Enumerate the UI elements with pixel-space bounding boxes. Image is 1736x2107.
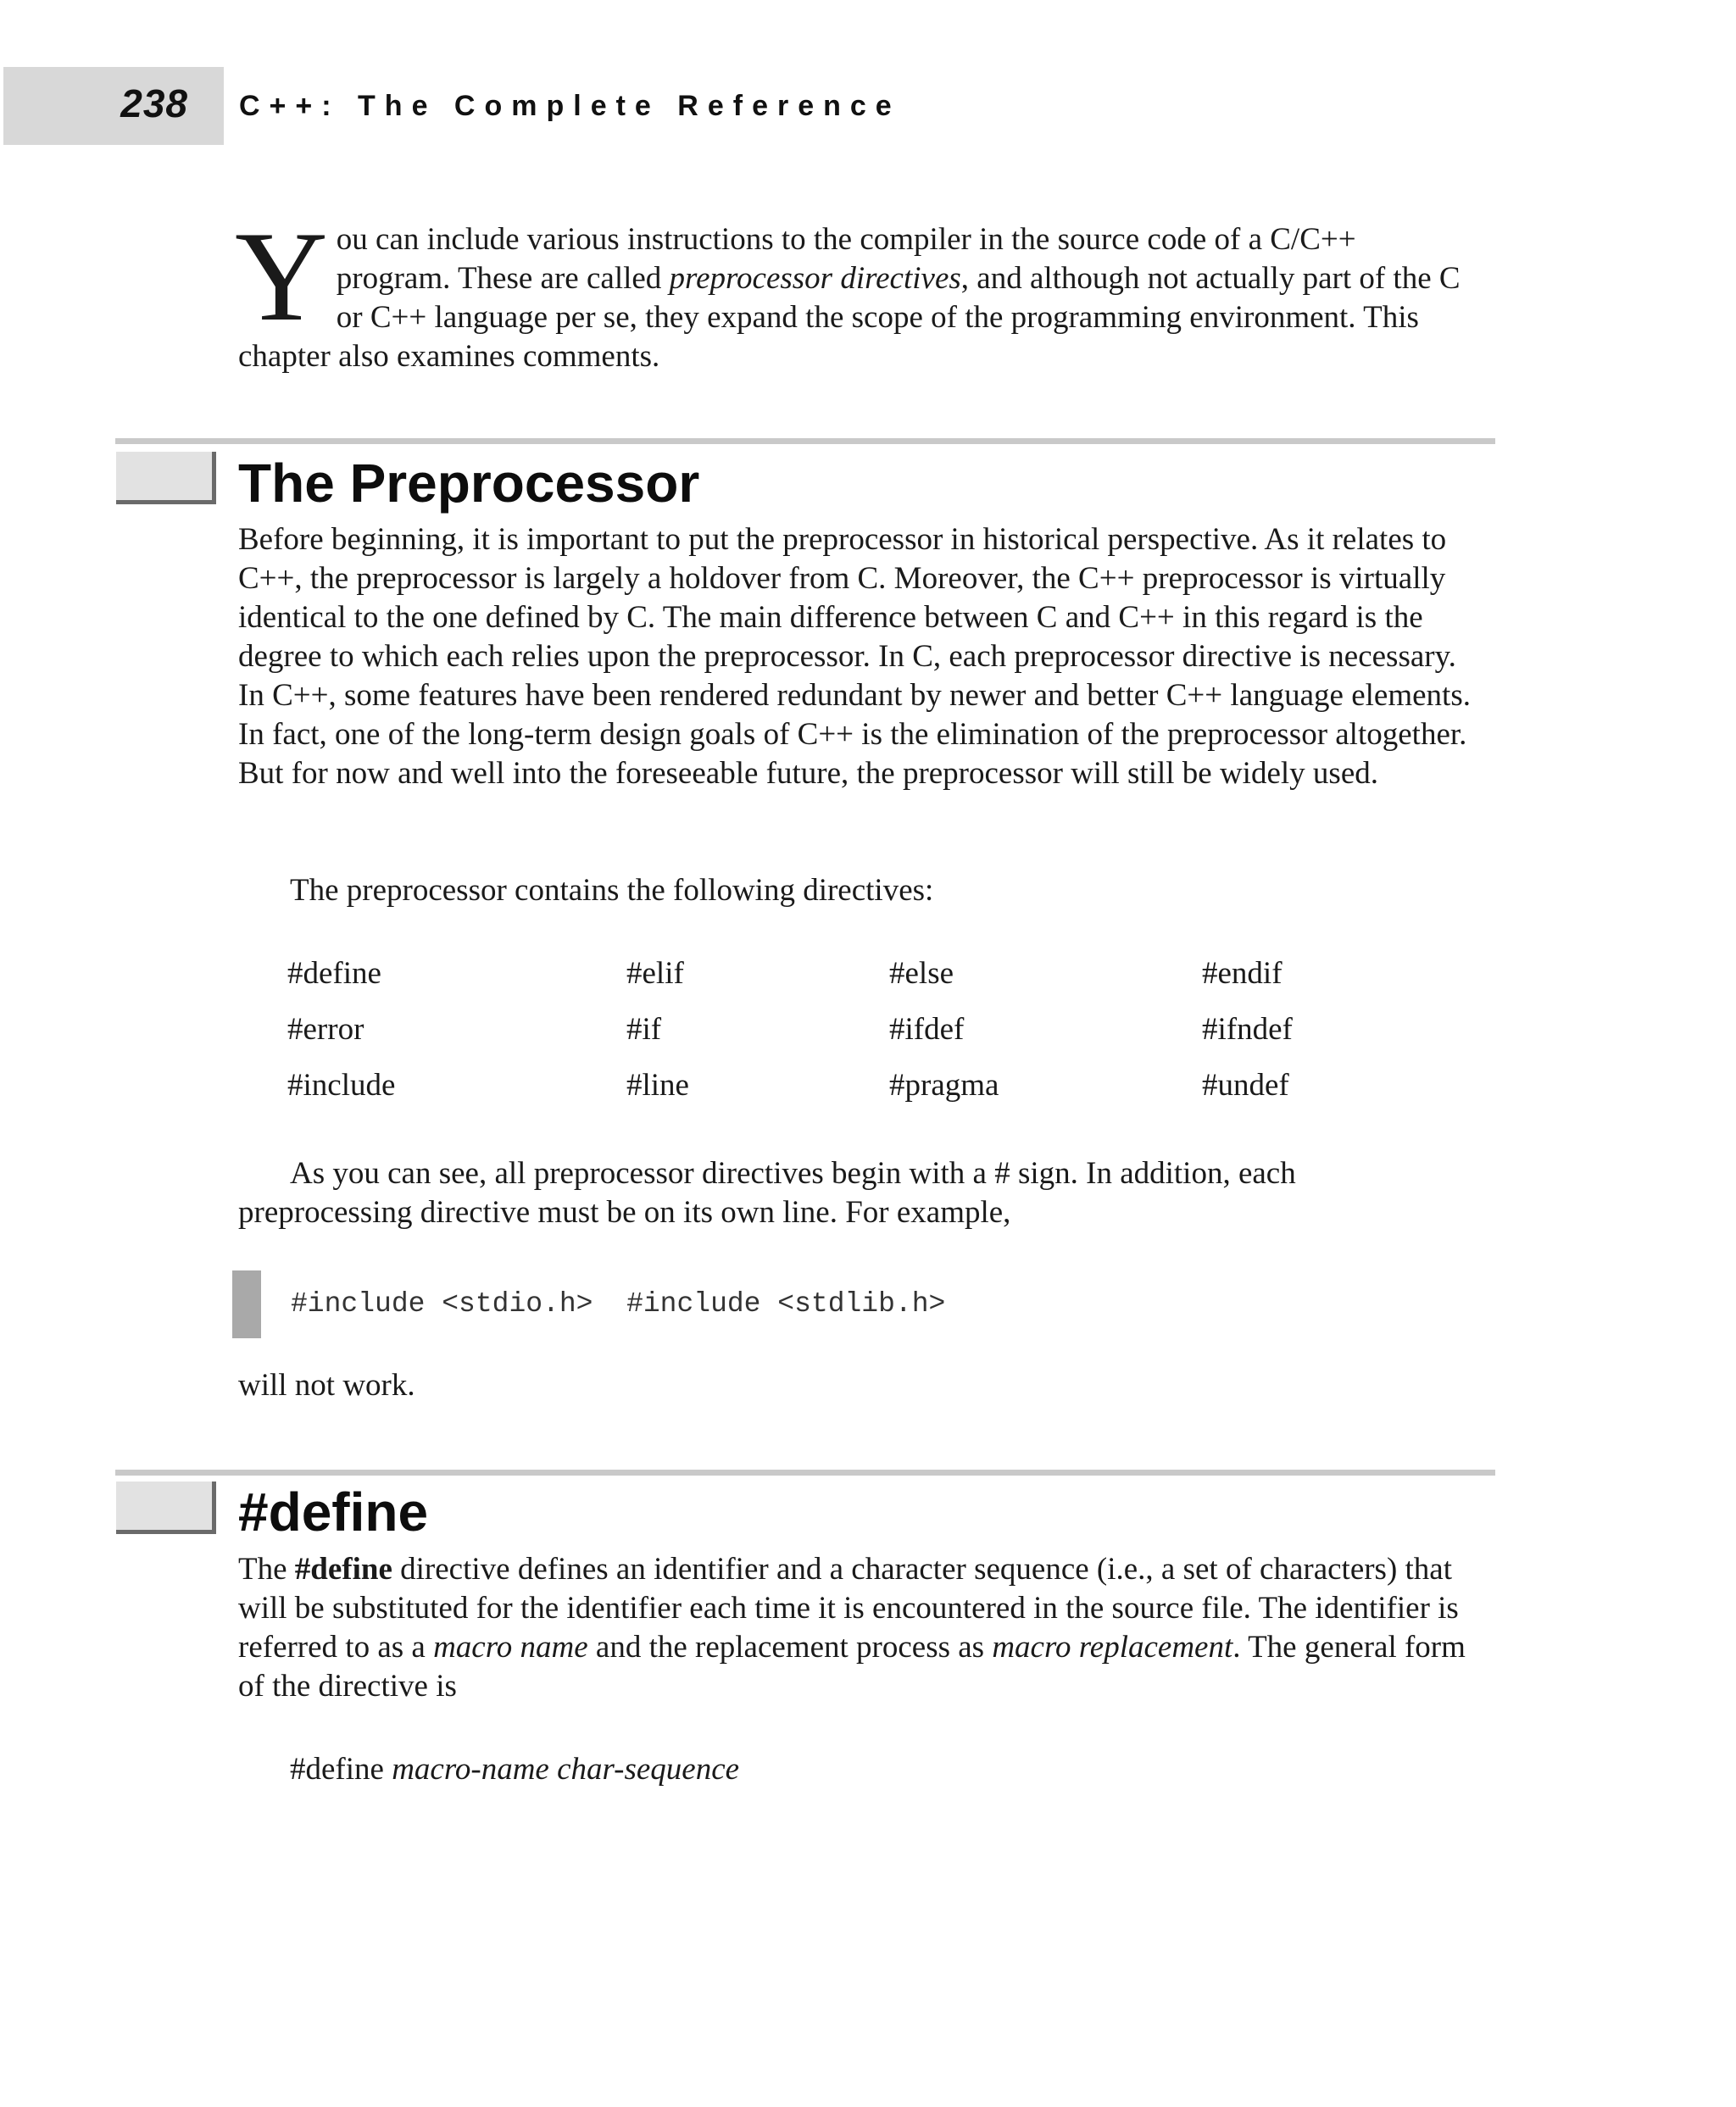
directive-cell: #pragma (889, 1068, 999, 1103)
directive-cell: #ifndef (1202, 1012, 1293, 1047)
directive-row (287, 1066, 1389, 1122)
define-text: directive defines an identifier and a character sequence (i.e., a set of characters) that will be substituted for the identifier each time it is encountered in the source file. The identifier is referred to as a (238, 1552, 1459, 1665)
general-form-args: macro-name char-sequence (392, 1752, 740, 1787)
directive-row (287, 954, 1389, 1010)
preprocessor-paragraph-2: The preprocessor contains the following directives: (290, 873, 934, 908)
directive-table (287, 954, 1389, 1122)
code-block-marker (232, 1270, 261, 1338)
section-marker (116, 452, 216, 504)
define-text: . The general form of the directive is (238, 1630, 1466, 1704)
section-rule (115, 438, 1495, 444)
define-text: and the replacement process as (587, 1630, 993, 1665)
page-number-box (3, 67, 224, 145)
intro-paragraph (235, 205, 1476, 376)
directive-cell: #undef (1202, 1068, 1289, 1103)
directive-cell: #elif (626, 956, 684, 991)
directive-cell: #define (287, 956, 381, 991)
directive-cell: #ifdef (889, 1012, 965, 1047)
define-paragraph (238, 1550, 1476, 1706)
code-example: #include <stdio.h> #include <stdlib.h> (291, 1288, 946, 1320)
directive-cell: #line (626, 1068, 689, 1103)
preprocessor-paragraph-4: will not work. (238, 1368, 415, 1403)
define-text: The (238, 1552, 295, 1587)
define-general-form (290, 1750, 739, 1789)
directive-cell: #endif (1202, 956, 1283, 991)
preprocessor-paragraph-3: As you can see, all preprocessor directives begin with a # sign. In addition, each preprocessing directive must be on its own line. For example, (238, 1156, 1296, 1230)
directive-cell: #else (889, 956, 954, 991)
directive-cell: #include (287, 1068, 396, 1103)
preprocessor-paragraph-1: Before beginning, it is important to put the preprocessor in historical perspective. As it relates to C++, the preprocessor is largely a holdover from C. Moreover, the C++ preprocessor is virtually identical to the one defined by C. The main difference between C and C++ in this regard is the degree to which each relies upon the preprocessor. In C, each preprocessor directive is necessary. In C++, some features have been rendered redundant by newer and better C++ language elements. In fact, one of the long-term design goals of C++ is the elimination of the preprocessor altogether. But for now and well into the foreseeable future, the preprocessor will still be widely used. (238, 522, 1471, 791)
define-italic-term: macro replacement (992, 1630, 1233, 1665)
drop-cap: Y (235, 205, 328, 347)
intro-italic-term: preprocessor directives (669, 261, 961, 296)
section-marker (116, 1482, 216, 1534)
section-title-define: #define (238, 1482, 429, 1543)
define-italic-term: macro name (433, 1630, 588, 1665)
intro-text-1: ou can include various instructions to the compiler in the source code of a C/C++ program. These are called (336, 222, 1356, 296)
page-number: 238 (120, 81, 188, 125)
general-form-keyword: #define (290, 1752, 384, 1787)
directive-row (287, 1010, 1389, 1066)
section-title-preprocessor: The Preprocessor (238, 453, 700, 514)
running-head: C++: The Complete Reference (239, 90, 901, 122)
section-rule (115, 1470, 1495, 1476)
intro-text-2: , and although not actually part of the C or C++ language per se, they expand the scope of the programming environment. This chapter also examines comments. (238, 261, 1461, 374)
directive-cell: #error (287, 1012, 364, 1047)
directive-cell: #if (626, 1012, 662, 1047)
define-keyword: #define (294, 1552, 392, 1587)
